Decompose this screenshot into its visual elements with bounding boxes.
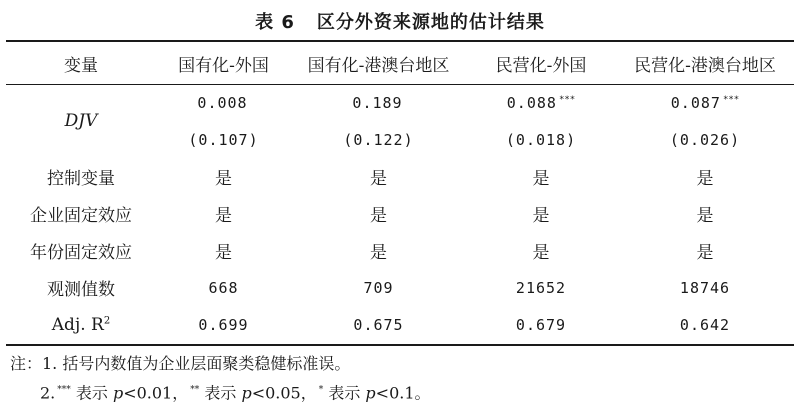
table-row (6, 84, 794, 121)
table-cell: 是 (215, 169, 232, 189)
table-cell: 0.642 (679, 315, 731, 334)
se-cell: (0.107) (188, 130, 259, 149)
table-cell: 是 (696, 243, 714, 263)
header-cell: 民营化-港澳台地区 (634, 55, 776, 76)
table-cell: 668 (208, 278, 239, 297)
table-title-text: 区分外资来源地的估计结果 (316, 12, 545, 33)
table-cell: 0.679 (515, 315, 567, 334)
note-line-2: 2. *** 表示 p<0.01， ** 表示 p<0.05， * 表示 p<0.1。 (40, 383, 431, 403)
table-title (0, 8, 800, 34)
header-cell: 国有化-港澳台地区 (307, 55, 450, 76)
table-cell: 是 (696, 206, 714, 226)
row-label: 观测值数 (47, 280, 115, 300)
row-label-djv: DJV (64, 111, 98, 131)
header-cell: 变量 (64, 55, 98, 76)
results-table (6, 42, 794, 343)
row-label-adj-r2: Adj. $R^2$ (51, 314, 111, 335)
coef-cell: 0.087 *** (670, 93, 740, 112)
header-cell: 民营化-外国 (495, 55, 587, 76)
coef-cell: 0.008 (197, 93, 248, 112)
coef-cell: 0.088 *** (506, 93, 576, 112)
row-label: 年份固定效应 (30, 243, 132, 263)
header-cell: 国有化-外国 (178, 55, 269, 76)
table-cell: 是 (215, 206, 232, 226)
table-notes (10, 350, 790, 406)
table-number: 表 6 (255, 12, 295, 33)
table-cell: 709 (363, 278, 394, 297)
table-cell: 是 (696, 169, 714, 189)
table-cell: 是 (370, 169, 387, 189)
table-cell: 18746 (679, 278, 731, 297)
table-cell: 是 (532, 206, 550, 226)
table-cell: 21652 (515, 278, 567, 297)
table-cell: 是 (532, 169, 550, 189)
table-row (6, 232, 794, 269)
header-row (6, 42, 794, 84)
se-cell: (0.026) (669, 130, 741, 149)
bottom-rule (6, 344, 794, 346)
table-cell: 0.675 (353, 315, 404, 334)
table-cell: 是 (532, 243, 550, 263)
table-row (6, 306, 794, 343)
table-row (6, 158, 794, 195)
note-line-1: 注：1. 括号内数值为企业层面聚类稳健标准误。 (10, 354, 351, 373)
table-cell: 是 (370, 243, 387, 263)
se-cell: (0.122) (343, 130, 414, 149)
coef-cell: 0.189 (352, 93, 403, 112)
table-cell: 是 (370, 206, 387, 226)
table-row (6, 195, 794, 232)
table-cell: 0.699 (198, 315, 249, 334)
table-row (6, 269, 794, 306)
row-label: 企业固定效应 (30, 206, 132, 226)
se-cell: (0.018) (505, 130, 577, 149)
table-cell: 是 (215, 243, 232, 263)
row-label: 控制变量 (47, 169, 115, 189)
